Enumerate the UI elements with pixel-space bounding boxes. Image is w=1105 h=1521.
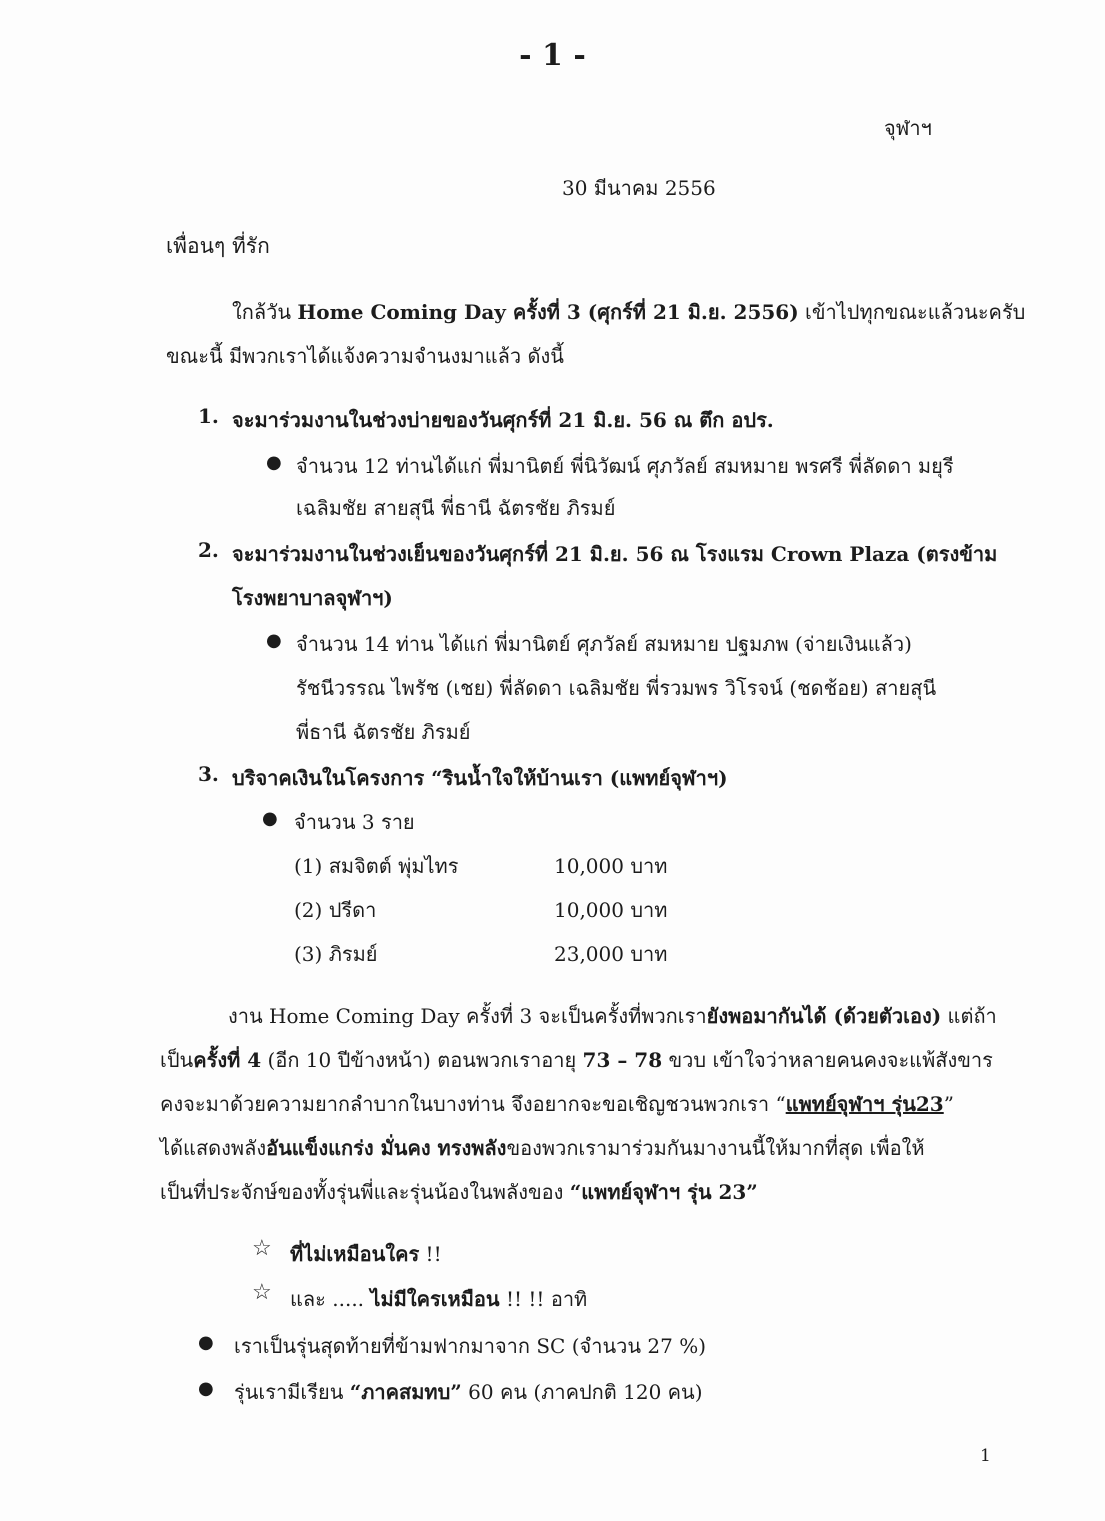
star-text: !! !! อาทิ	[499, 1287, 588, 1311]
item-1-bullet-line-1: จำนวน 12 ท่านได้แก่ พี่มานิตย์ พี่นิวัฒน์ ศุภวัลย์ สมหมาย พรศรี พี่ลัดดา มยุรี	[296, 454, 954, 478]
intro-text-end: เข้าไปทุกขณะแล้วนะครับ	[798, 300, 1026, 324]
page-header-number: - 1 -	[519, 38, 586, 73]
closing-line-3	[160, 1088, 954, 1120]
closing-line-2	[160, 1044, 993, 1076]
bullet-icon: ●	[198, 1378, 214, 1399]
closing-bold: อันแข็งแกร่ง มั่นคง ทรงพลัง	[266, 1136, 507, 1160]
closing-bold: “แพทย์จุฬาฯ รุ่น 23”	[569, 1180, 758, 1204]
intro-line-2: ขณะนี้ มีพวกเราได้แจ้งความจำนงมาแล้ว ดังนี้	[166, 344, 564, 368]
closing-bold: ครั้งที่ 4	[193, 1048, 262, 1072]
bullet-icon: ●	[266, 630, 282, 651]
fact-bold: “ภาคสมทบ”	[349, 1380, 462, 1404]
closing-text: (อีก 10 ปีข้างหน้า) ตอนพวกเราอายุ	[261, 1048, 583, 1072]
closing-text: งาน Home Coming Day ครั้งที่ 3 จะเป็นครั้งที่พวกเรา	[228, 1004, 707, 1028]
donation-name: (3) ภิรมย์	[294, 942, 378, 966]
star-bold: ที่ไม่เหมือนใคร	[290, 1242, 420, 1266]
closing-bold: 73 – 78	[582, 1048, 663, 1072]
donation-name: (1) สมจิตต์ พุ่มไทร	[294, 854, 459, 878]
star-icon: ☆	[252, 1236, 272, 1261]
fact-text: 60 คน (ภาคปกติ 120 คน)	[461, 1380, 703, 1404]
donation-amount: 10,000 บาท	[554, 898, 668, 922]
intro-event-bold: Home Coming Day ครั้งที่ 3 (ศุกร์ที่ 21 มิ.ย. 2556)	[297, 300, 799, 324]
item-1-number: 1.	[198, 404, 219, 428]
item-3-number: 3.	[198, 762, 219, 786]
fact-line-1	[234, 1330, 706, 1362]
closing-text: เป็น	[160, 1048, 194, 1072]
closing-text: ได้แสดงพลัง	[160, 1136, 267, 1160]
closing-line-4	[160, 1132, 925, 1164]
closing-text: คงจะมาด้วยความยากลำบากในบางท่าน จึงอยากจะขอเชิญชวนพวกเรา “	[160, 1092, 786, 1116]
item-2-heading-line-1: จะมาร่วมงานในช่วงเย็นของวันศุกร์ที่ 21 มิ.ย. 56 ณ โรงแรม Crown Plaza (ตรงข้าม	[232, 542, 998, 566]
star-line-2	[290, 1283, 587, 1315]
letter-place: จุฬาฯ	[884, 116, 932, 140]
bullet-icon: ●	[266, 452, 282, 473]
item-2-bullet-line-2: รัชนีวรรณ ไพรัช (เชย) พี่ลัดดา เฉลิมชัย พี่รวมพร วิโรจน์ (ชดช้อย) สายสุนี	[296, 676, 937, 700]
closing-bold-underline: แพทย์จุฬาฯ รุ่น23	[785, 1092, 944, 1116]
closing-text: ของพวกเรามาร่วมกันมางานนี้ให้มากที่สุด เพื่อให้	[506, 1136, 925, 1160]
item-2-bullet-line-1: จำนวน 14 ท่าน ได้แก่ พี่มานิตย์ ศุภวัลย์ สมหมาย ปฐมภพ (จ่ายเงินแล้ว)	[296, 632, 912, 656]
closing-text: เป็นที่ประจักษ์ของทั้งรุ่นพี่และรุ่นน้องในพลังของ	[160, 1180, 570, 1204]
item-3-heading: บริจาคเงินในโครงการ “รินน้ำใจให้บ้านเรา (แพทย์จุฬาฯ)	[232, 766, 728, 790]
fact-text: รุ่นเรามีเรียน	[234, 1380, 350, 1404]
item-1-heading: จะมาร่วมงานในช่วงบ่ายของวันศุกร์ที่ 21 มิ.ย. 56 ณ ตึก อปร.	[232, 408, 774, 432]
letter-greeting: เพื่อนๆ ที่รัก	[166, 234, 270, 258]
closing-text: ขวบ เข้าใจว่าหลายคนคงจะแพ้สังขาร	[662, 1048, 993, 1072]
item-1-bullet-line-2: เฉลิมชัย สายสุนี พี่ธานี ฉัตรชัย ภิรมย์	[296, 496, 616, 520]
item-2-heading-line-2: โรงพยาบาลจุฬาฯ)	[232, 586, 393, 610]
star-text: และ .....	[290, 1287, 371, 1311]
star-icon: ☆	[252, 1280, 272, 1305]
closing-text: ”	[943, 1092, 954, 1116]
closing-text: แต่ถ้า	[941, 1004, 997, 1028]
item-2-number: 2.	[198, 538, 219, 562]
star-text: !!	[419, 1242, 442, 1266]
closing-line-1	[228, 1000, 997, 1032]
item-2-bullet-line-3: พี่ธานี ฉัตรชัย ภิรมย์	[296, 720, 471, 744]
donation-amount: 10,000 บาท	[554, 854, 668, 878]
intro-line-1	[232, 296, 1025, 328]
closing-line-5	[160, 1176, 758, 1208]
star-bold: ไม่มีใครเหมือน	[370, 1287, 500, 1311]
donation-amount: 23,000 บาท	[554, 942, 668, 966]
footer-page-number: 1	[980, 1446, 991, 1466]
fact-text: เราเป็นรุ่นสุดท้ายที่ข้ามฟากมาจาก SC (จำนวน 27 %)	[234, 1334, 707, 1358]
item-3-bullet-line-1: จำนวน 3 ราย	[294, 810, 415, 834]
fact-line-2	[234, 1376, 703, 1408]
intro-text: ใกล้วัน	[232, 300, 298, 324]
donation-name: (2) ปรีดา	[294, 898, 377, 922]
star-line-1	[290, 1238, 442, 1270]
bullet-icon: ●	[198, 1332, 214, 1353]
letter-date: 30 มีนาคม 2556	[562, 176, 716, 200]
closing-bold: ยังพอมากันได้ (ด้วยตัวเอง)	[706, 1004, 942, 1028]
bullet-icon: ●	[262, 808, 278, 829]
